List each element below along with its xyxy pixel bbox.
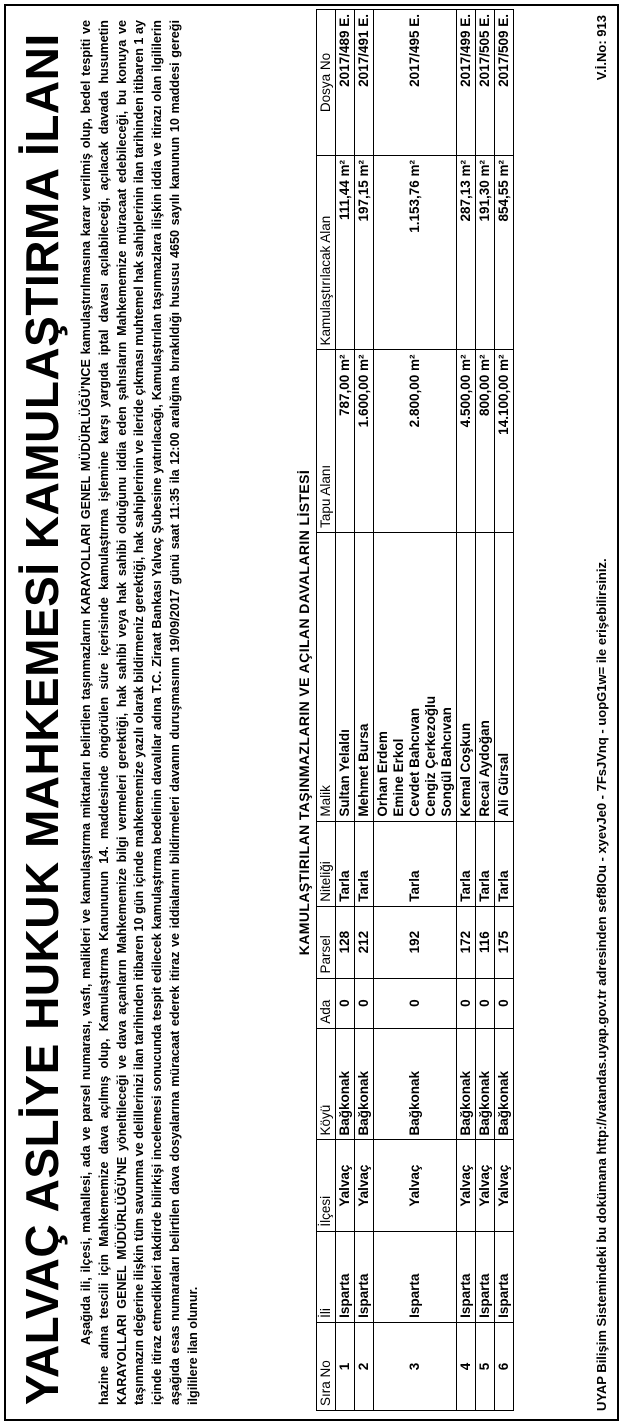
header-tapu: Tapu Alanı [317, 350, 336, 532]
owner-name: Ali Gürsal [496, 752, 511, 817]
cell-nitelik: Tarla [336, 821, 355, 906]
table-row [495, 10, 514, 1411]
cell-tapu: 800,00 m² [476, 350, 495, 532]
cell-ada: 0 [457, 978, 476, 1028]
cell-il: Isparta [457, 1231, 476, 1322]
cell-tapu: 787,00 m² [336, 350, 355, 532]
footer-text: UYAP Bilişim Sistemindeki bu dokümana http://vatandas.uyap.gov.tr adresinden sef8lOu - xyevJe0 - 7FsJVnq - uopG1w= ile erişebilirsiniz. [594, 558, 609, 1411]
cell-il: Isparta [476, 1231, 495, 1322]
table-row [374, 10, 457, 1411]
cell-koy: Bağkonak [374, 1028, 457, 1140]
announcement-content [6, 6, 617, 1419]
cell-nitelik: Tarla [495, 821, 514, 906]
header-kamulastirilacak: Kamulaştırılacak Alan [317, 155, 336, 350]
cell-dosya: 2017/505 E. [476, 10, 495, 156]
owner-name: Songül Bahcıvan [439, 707, 454, 817]
cell-parsel: 116 [476, 906, 495, 978]
cell-dosya: 2017/499 E. [457, 10, 476, 156]
table-header-row [317, 10, 336, 1411]
cell-il: Isparta [374, 1231, 457, 1322]
owner-name: Sultan Yelaldı [337, 729, 352, 817]
cell-tapu: 4.500,00 m² [457, 350, 476, 532]
cell-malik [495, 532, 514, 821]
cell-parsel: 212 [355, 906, 374, 978]
header-nitelik: Niteliği [317, 821, 336, 906]
cell-tapu: 14.100,00 m² [495, 350, 514, 532]
cell-ilce: Yalvaç [374, 1140, 457, 1231]
cell-dosya: 2017/495 E. [374, 10, 457, 156]
cell-il: Isparta [336, 1231, 355, 1322]
cell-koy: Bağkonak [355, 1028, 374, 1140]
cell-sira: 6 [495, 1322, 514, 1410]
cell-dosya: 2017/491 E. [355, 10, 374, 156]
cell-kamulastirilacak: 191,30 m² [476, 155, 495, 350]
cell-tapu: 2.800,00 m² [374, 350, 457, 532]
cell-sira: 4 [457, 1322, 476, 1410]
intro-paragraph: Aşağıda ili, ilçesi, mahallesi, ada ve parsel numarası, vasfı, malikleri ve kamulaştırma miktarları belirtilen taşınmazların KARAYOLLARI GENEL MÜDÜRLÜĞÜ'NCE kamulaştırılmasına karar verilmiş olup, bedel tespiti ve hazine adına tescili için Mahkememize dava açılmış olup, Kamulaştırma Kanununun 14. maddesinde öngörülen süre içerisinde kamulaştırma işlemine karşı yargıda iptal davası açılabileceği, açılacak davada husumetin KARAYOLLARI GENEL MÜDÜRLÜĞÜ'NE yöneltileceği ve dava açanların Mahkememize bilgi vermeleri gerektiği, hak sahibi veya hak sahibi olduğunu iddia eden şahısların Mahkememize müracaat edebileceği, bu konuya ve taşınmazın değerine ilişkin tüm savunma ve delillerinizi ilan tarihinden itibaren 10 gün içinde mahkememize yazılı olarak bildirmeniz gerektiği, hak sahiplerinin ve ileride çıkması muhtemel hak sahiplerinin ilan tarihinden itibaren 1 ay içinde itiraz etmedikleri takdirde bilirkişi incelemesi sonucunda tespit edilecek kamulaştırma bedelinin davalılar adına T.C. Ziraat Bankası Yalvaç Şubesine yatırılacağı, Kamulaştırılan taşınmazlara ilişkin iddia ve itirazı olan ilgililerin aşağıda esas numaraları belirtilen dava dosyalarına müracaat ederek itiraz ve iddialarını bildirmeleri davanın duruşmasının 19/09/2017 günü saat 11:35 ila 12:00 aralığına bırakıldığı hususu 4650 sayılı kanunun 10 maddesi gereği ilgililere ilan olunur. [79, 20, 200, 1405]
cell-nitelik: Tarla [374, 821, 457, 906]
owner-name: Mehmet Bursa [356, 723, 371, 817]
header-koy: Köyü [317, 1028, 336, 1140]
cell-koy: Bağkonak [336, 1028, 355, 1140]
header-il: İli [317, 1231, 336, 1322]
cell-sira: 5 [476, 1322, 495, 1410]
cell-parsel: 175 [495, 906, 514, 978]
cell-sira: 2 [355, 1322, 374, 1410]
cell-sira: 3 [374, 1322, 457, 1410]
list-title: KAMULAŞTIRILAN TAŞINMAZLARIN VE AÇILAN DAVALARIN LİSTESİ [296, 469, 312, 956]
cell-malik [457, 532, 476, 821]
page-title: YALVAÇ ASLİYE HUKUK MAHKEMESİ KAMULAŞTIRMA İLANI [16, 33, 68, 1405]
header-ilce: İlçesi [317, 1140, 336, 1231]
table-row [336, 10, 355, 1411]
cell-parsel: 172 [457, 906, 476, 978]
intro-text [78, 20, 292, 1405]
cell-parsel: 192 [374, 906, 457, 978]
owner-name: Cevdet Bahcıvan [407, 707, 422, 817]
owner-name: Emine Erkol [391, 738, 406, 817]
footer-vi-no: V.İ.No: 913 [594, 15, 609, 81]
cell-koy: Bağkonak [457, 1028, 476, 1140]
header-sira: Sıra No [317, 1322, 336, 1410]
cell-ilce: Yalvaç [457, 1140, 476, 1231]
header-dosya: Dosya No [317, 10, 336, 156]
cell-malik [336, 532, 355, 821]
cell-kamulastirilacak: 197,15 m² [355, 155, 374, 350]
cell-koy: Bağkonak [476, 1028, 495, 1140]
cell-ilce: Yalvaç [355, 1140, 374, 1231]
cell-tapu: 1.600,00 m² [355, 350, 374, 532]
header-ada: Ada [317, 978, 336, 1028]
cell-dosya: 2017/509 E. [495, 10, 514, 156]
cell-nitelik: Tarla [457, 821, 476, 906]
cell-kamulastirilacak: 854,55 m² [495, 155, 514, 350]
cell-malik [355, 532, 374, 821]
cell-kamulastirilacak: 1.153,76 m² [374, 155, 457, 350]
cell-ilce: Yalvaç [476, 1140, 495, 1231]
owner-name: Orhan Erdem [375, 731, 390, 817]
cell-kamulastirilacak: 287,13 m² [457, 155, 476, 350]
cell-ada: 0 [495, 978, 514, 1028]
property-table [316, 9, 514, 1411]
cell-kamulastirilacak: 111,44 m² [336, 155, 355, 350]
table-row [355, 10, 374, 1411]
owner-name: Cengiz Çerkezoğlu [423, 695, 438, 817]
cell-ada: 0 [336, 978, 355, 1028]
cell-dosya: 2017/489 E. [336, 10, 355, 156]
table-row [457, 10, 476, 1411]
cell-nitelik: Tarla [355, 821, 374, 906]
table-row [476, 10, 495, 1411]
footer [592, 9, 612, 1411]
header-malik: Malik [317, 532, 336, 821]
announcement-frame [4, 4, 619, 1421]
cell-ada: 0 [374, 978, 457, 1028]
cell-ilce: Yalvaç [495, 1140, 514, 1231]
cell-parsel: 128 [336, 906, 355, 978]
cell-il: Isparta [355, 1231, 374, 1322]
cell-malik [476, 532, 495, 821]
cell-ada: 0 [355, 978, 374, 1028]
cell-malik [374, 532, 457, 821]
owner-name: Recai Aydoğan [477, 720, 492, 817]
header-parsel: Parsel [317, 906, 336, 978]
cell-koy: Bağkonak [495, 1028, 514, 1140]
cell-il: Isparta [495, 1231, 514, 1322]
cell-nitelik: Tarla [476, 821, 495, 906]
owner-name: Kemal Coşkun [458, 722, 473, 817]
cell-sira: 1 [336, 1322, 355, 1410]
cell-ilce: Yalvaç [336, 1140, 355, 1231]
cell-ada: 0 [476, 978, 495, 1028]
